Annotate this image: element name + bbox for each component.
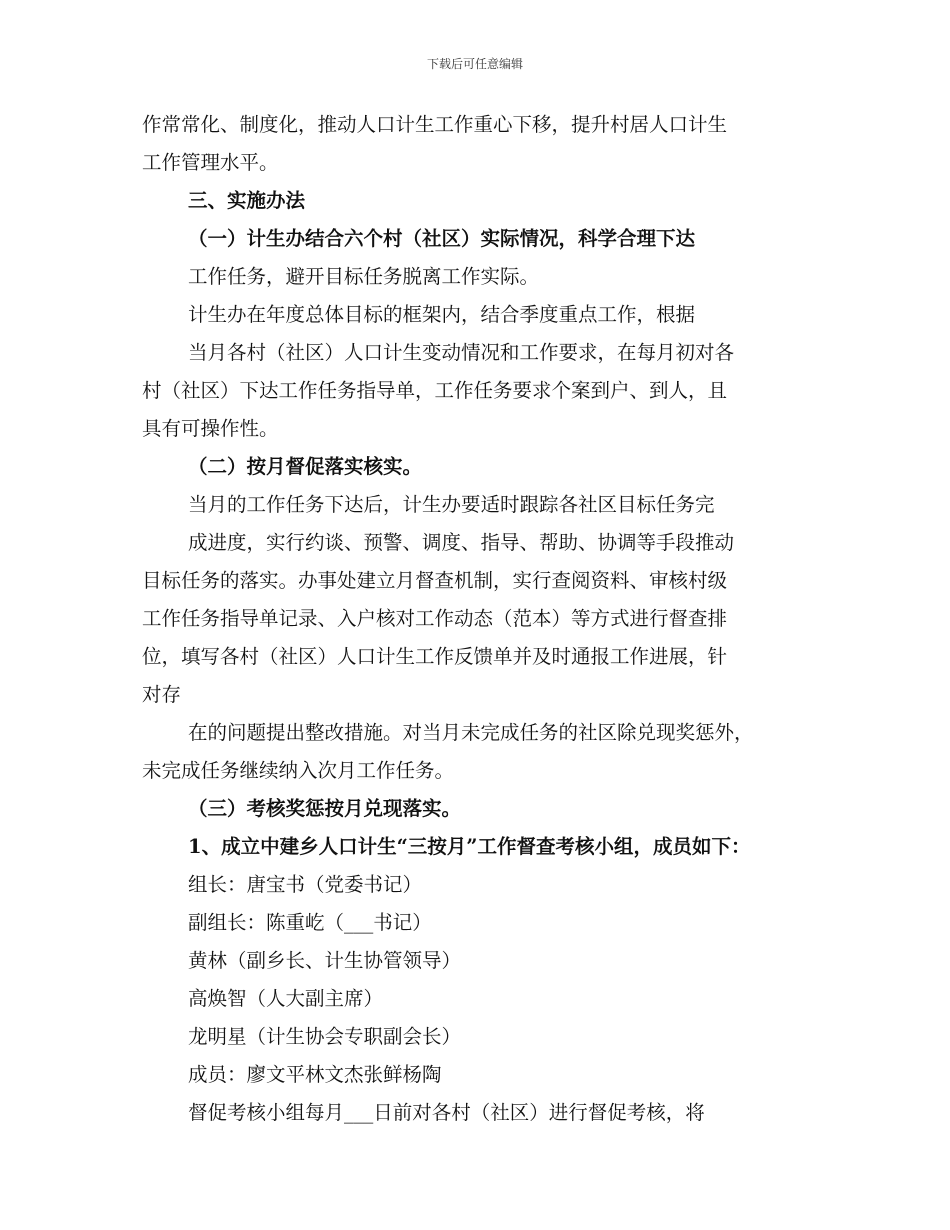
paragraph-line: 作常常化、制度化，推动人口计生工作重心下移，提升村居人口计生 xyxy=(142,113,728,136)
section-heading-line: （三）考核奖惩按月兑现落实。 xyxy=(188,797,462,820)
paragraph-line: 在的问题提出整改措施。对当月未完成任务的社区除兑现奖惩外， xyxy=(188,721,754,744)
paragraph-line: 村（社区）下达工作任务指导单，工作任务要求个案到户、到人，且 xyxy=(142,379,728,402)
paragraph-line: 龙明星（计生协会专职副会长） xyxy=(188,1025,462,1048)
paragraph-line: 副组长：陈重屹（___书记） xyxy=(188,911,432,934)
section-heading-line: （一）计生办结合六个村（社区）实际情况，科学合理下达 xyxy=(188,227,696,250)
page-header: 下载后可任意编辑 xyxy=(426,57,523,71)
paragraph-line: 成进度，实行约谈、预警、调度、指导、帮助、协调等手段推动 xyxy=(188,531,735,554)
paragraph-line: 高焕智（人大副主席） xyxy=(188,987,384,1010)
paragraph-line: 具有可操作性。 xyxy=(142,417,279,440)
paragraph-line: 目标任务的落实。办事处建立月督查机制，实行查阅资料、审核村级 xyxy=(142,569,728,592)
paragraph-line: 对存 xyxy=(142,683,182,706)
section-heading-line: 1、成立中建乡人口计生“三按月”工作督查考核小组，成员如下： xyxy=(188,835,751,858)
paragraph-line: 工作任务指导单记录、入户核对工作动态（范本）等方式进行督查排 xyxy=(142,607,728,630)
paragraph-line: 位，填写各村（社区）人口计生工作反馈单并及时通报工作进展，针 xyxy=(142,645,728,668)
document-body xyxy=(142,106,822,1132)
paragraph-line: 未完成任务继续纳入次月工作任务。 xyxy=(142,759,455,782)
section-heading-line: 三、实施办法 xyxy=(188,189,306,212)
paragraph-line: 计生办在年度总体目标的框架内，结合季度重点工作，根据 xyxy=(188,303,696,326)
paragraph-line: 组长：唐宝书（党委书记） xyxy=(188,873,423,896)
paragraph-line: 当月各村（社区）人口计生变动情况和工作要求，在每月初对各 xyxy=(188,341,735,364)
paragraph-line: 督促考核小组每月___日前对各村（社区）进行督促考核，将 xyxy=(188,1101,705,1124)
paragraph-line: 成员：廖文平林文杰张鲜杨陶 xyxy=(188,1063,442,1086)
section-heading-line: （二）按月督促落实核实。 xyxy=(188,455,423,478)
paragraph-line: 当月的工作任务下达后，计生办要适时跟踪各社区目标任务完 xyxy=(188,493,715,516)
paragraph-line: 黄林（副乡长、计生协管领导） xyxy=(188,949,462,972)
paragraph-line: 工作管理水平。 xyxy=(142,151,279,174)
paragraph-line: 工作任务，避开目标任务脱离工作实际。 xyxy=(188,265,540,288)
